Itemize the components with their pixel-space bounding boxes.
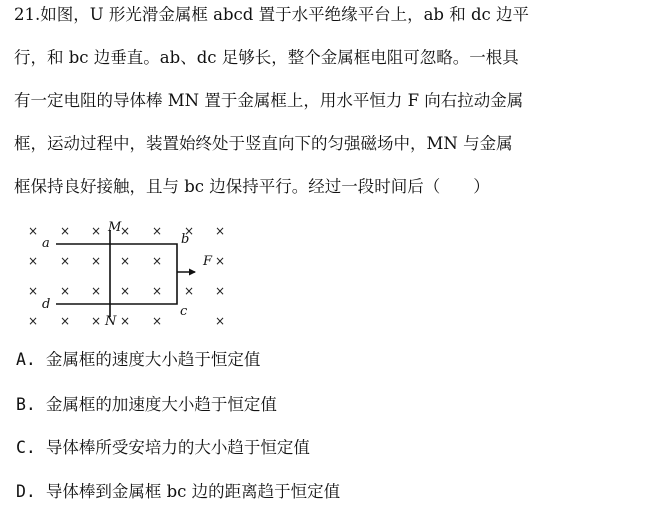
label-f: F bbox=[203, 254, 213, 269]
field-cross: × bbox=[215, 284, 226, 298]
field-cross: × bbox=[152, 284, 163, 298]
option-c-letter: C. bbox=[16, 438, 36, 457]
label-b: b bbox=[181, 232, 190, 247]
option-a[interactable] bbox=[16, 349, 260, 371]
label-c: c bbox=[180, 304, 188, 319]
field-cross: × bbox=[120, 224, 131, 238]
field-cross: × bbox=[60, 284, 71, 298]
field-cross: × bbox=[60, 224, 71, 238]
option-d-letter: D. bbox=[16, 482, 36, 501]
question-line-3: 有一定电阻的导体棒 MN 置于金属框上，用水平恒力 F 向右拉动金属 bbox=[14, 91, 524, 110]
field-cross: × bbox=[91, 284, 102, 298]
circuit-figure bbox=[14, 214, 244, 332]
field-cross: × bbox=[28, 284, 39, 298]
field-cross: × bbox=[28, 224, 39, 238]
field-cross: × bbox=[152, 254, 163, 268]
question-line-5: 框保持良好接触，且与 bc 边保持平行。经过一段时间后（ ） bbox=[14, 177, 490, 196]
option-b-text: 金属框的加速度大小趋于恒定值 bbox=[45, 395, 277, 414]
question-line-2: 行，和 bc 边垂直。ab、dc 足够长，整个金属框电阻可忽略。一根具 bbox=[14, 48, 519, 67]
field-cross: × bbox=[184, 284, 195, 298]
field-cross: × bbox=[60, 314, 71, 328]
force-arrow-head bbox=[189, 269, 196, 276]
label-n: N bbox=[105, 314, 117, 329]
option-c-text: 导体棒所受安培力的大小趋于恒定值 bbox=[45, 438, 310, 457]
option-a-text: 金属框的速度大小趋于恒定值 bbox=[45, 350, 261, 369]
field-cross: × bbox=[28, 314, 39, 328]
field-cross: × bbox=[120, 284, 131, 298]
field-cross: × bbox=[91, 314, 102, 328]
question-line-4: 框，运动过程中，装置始终处于竖直向下的匀强磁场中，MN 与金属 bbox=[14, 134, 513, 153]
field-cross: × bbox=[152, 224, 163, 238]
field-cross: × bbox=[184, 224, 195, 238]
field-cross: × bbox=[120, 254, 131, 268]
label-d: d bbox=[42, 297, 51, 312]
option-b[interactable] bbox=[16, 394, 277, 416]
option-d-text: 导体棒到金属框 bc 边的距离趋于恒定值 bbox=[45, 482, 341, 501]
field-cross: × bbox=[91, 224, 102, 238]
question-line-1: 21.如图，U 形光滑金属框 abcd 置于水平绝缘平台上，ab 和 dc 边平 bbox=[14, 5, 530, 24]
option-c[interactable] bbox=[16, 437, 310, 459]
field-cross: × bbox=[215, 314, 226, 328]
field-cross: × bbox=[28, 254, 39, 268]
option-d[interactable] bbox=[16, 481, 340, 503]
option-b-letter: B. bbox=[16, 395, 36, 414]
field-cross: × bbox=[215, 224, 226, 238]
magnetic-field-crosses bbox=[28, 224, 225, 328]
field-cross: × bbox=[60, 254, 71, 268]
label-a: a bbox=[42, 236, 50, 251]
label-m: M bbox=[108, 220, 122, 235]
option-a-letter: A. bbox=[16, 350, 36, 369]
field-cross: × bbox=[91, 254, 102, 268]
field-cross: × bbox=[215, 254, 226, 268]
field-cross: × bbox=[152, 314, 163, 328]
field-cross: × bbox=[120, 314, 131, 328]
